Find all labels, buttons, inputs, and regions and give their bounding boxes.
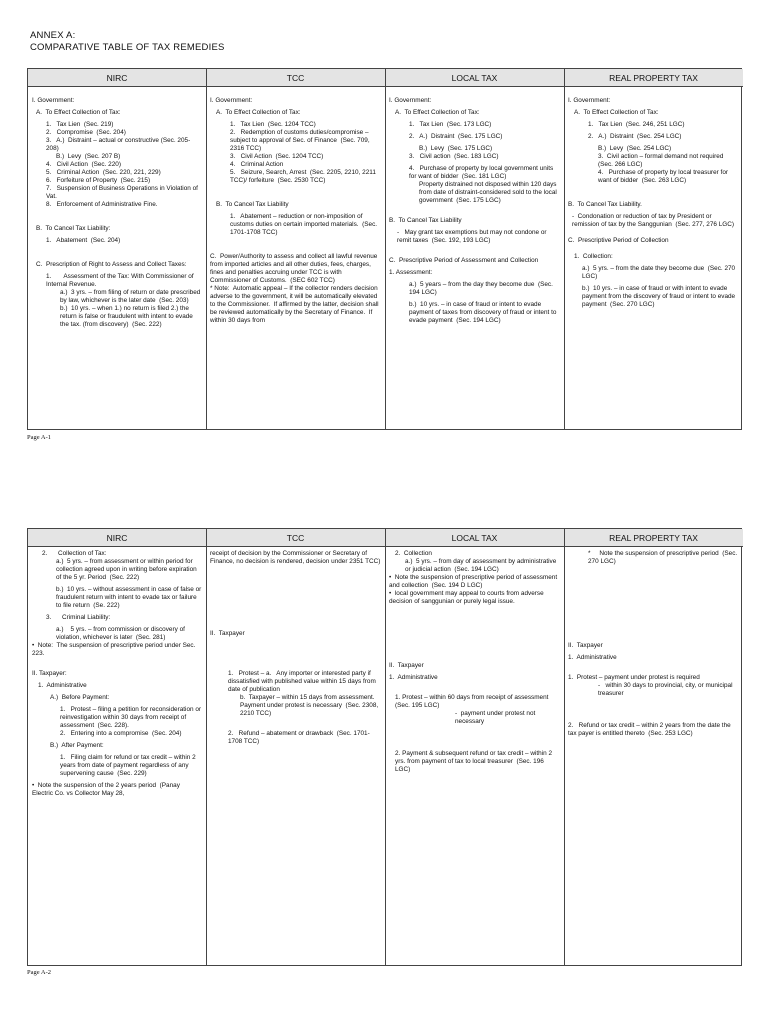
cell-text-line: 1. Tax Lien (Sec. 1204 TCC) [230,121,316,128]
column-header-nirc: NIRC [28,69,206,87]
cell-text-line: 1. Administrative [568,654,617,661]
cell-text-line: B.) Levy (Sec. 175 LGC) [419,145,493,152]
cell-nirc-page-1 [32,97,202,427]
cell-text-line: 2. A.) Distraint (Sec. 254 LGC) [588,133,682,140]
cell-local-tax-page-1 [389,97,560,427]
column-divider [385,529,386,965]
cell-text-line: B.) After Payment: [50,742,104,749]
cell-text-line: II. Taxpayer [568,642,603,649]
cell-text-line: II. Taxpayer: [32,670,67,677]
document-title: COMPARATIVE TABLE OF TAX REMEDIES [30,42,225,53]
cell-text-line: 2. Redemption of customs duties/compromise – subject to approval of Sec. of Finance (Sec. 709, 2316 TCC) [230,129,372,152]
cell-text-line: II. Taxpayer [210,630,245,637]
cell-text-line: 1. Filing claim for refund or tax credit – within 2 years from date of payment regardless of any supervening cause (Sec. 229) [60,754,198,777]
cell-text-line: 1. Collection: [574,253,613,260]
cell-text-line: I. Government: [389,97,432,104]
column-header-tcc: TCC [206,69,385,87]
comparative-table-page-1 [27,68,742,430]
cell-text-line: 2. Entering into a compromise (Sec. 204) [60,730,182,737]
column-header-real-property-tax: REAL PROPERTY TAX [564,69,743,87]
column-header-tcc: TCC [206,529,385,547]
cell-text-line: a.) 5 years – from the day they become due (Sec. 194 LGC) [409,281,555,296]
cell-text-line: * Note: Automatic appeal – If the collector renders decision adverse to the government, it will be automatically elevated to the Commissioner. If affirmed by the latter, decision shall be reviewed automatically by the Secretary of Finance. If within 30 days from [210,285,381,324]
cell-text-line: C. Power/Authority to assess and collect all lawful revenue from imported articles and all other duties, fees, charges, fines and penalties accruing under TCC is with Commissioner of Customs. (SEC 602 TCC) [210,253,380,284]
column-header-local-tax: LOCAL TAX [385,69,564,87]
cell-text-line: 2. Refund – abatement or drawback (Sec. 1701-1708 TCC) [228,730,370,745]
cell-text-line: 3. Civil action (Sec. 183 LGC) [409,153,499,160]
cell-text-line: 7. Suspension of Business Operations in Violation of Vat. [46,185,200,200]
cell-text-line: C. Prescriptive Period of Collection [568,237,669,244]
column-divider [206,529,207,965]
cell-text-line: - Condonation or reduction of tax by President or remission of tax by the Sanggunian (Sec. 277, 276 LGC) [572,213,734,228]
column-header-local-tax: LOCAL TAX [385,529,564,547]
cell-text-line: I. Government: [32,97,75,104]
cell-text-line: 1. Protest – payment under protest is required [568,674,700,681]
column-divider [206,69,207,429]
cell-text-line: a.) 3 yrs. – from filing of return or date prescribed by law, whichever is the later date (Sec. 203) [60,289,203,304]
cell-text-line: B.) Levy (Sec. 254 LGC) [598,145,672,152]
cell-text-line: • Note the suspension of prescriptive period of assessment and collection (Sec. 194 D LGC) [389,574,559,589]
column-header-real-property-tax: REAL PROPERTY TAX [564,529,743,547]
cell-text-line: receipt of decision by the Commissioner or Secretary of Finance, no decision is rendered, decision under 2351 TCC) [210,550,381,565]
cell-text-line: • Note the suspension of the 2 years period (Panay Electric Co. vs Collector May 28, [32,782,182,797]
page-label-a1: Page A-1 [27,434,52,441]
cell-text-line: 5. Criminal Action (Sec. 220, 221, 229) [46,169,161,176]
cell-text-line: 2. Refund or tax credit – within 2 years from the date the tax payer is entitled thereto (Sec. 253 LGC) [568,722,733,737]
cell-text-line: 2. Collection of Tax: [42,550,107,557]
cell-text-line: a.) 5 yrs. – from assessment or within period for collection agreed upon in writing before expiration of the 5 yr. Period (Sec. 222) [56,558,199,581]
cell-text-line: 3. Criminal Liability: [46,614,111,621]
cell-text-line: A. To Effect Collection of Tax: [216,109,301,116]
cell-tcc-page-1 [210,97,381,427]
cell-nirc-page-2 [32,550,202,963]
cell-text-line: b.) 10 yrs. – in case of fraud or with intent to evade payment from the discovery of fraud or intent to evade payment (Sec. 270 LGC) [582,285,737,308]
cell-text-line: 1. Protest – within 60 days from receipt of assessment (Sec. 195 LGC) [395,694,553,709]
cell-text-line: I. Government: [568,97,611,104]
cell-text-line: b. Taxpayer – within 15 days from assessment. Payment under protest is necessary (Sec. 2308, 2210 TCC) [240,694,380,717]
cell-text-line: 1. Abatement (Sec. 204) [46,237,121,244]
cell-text-line: - payment under protest not necessary [455,710,538,725]
cell-text-line: 1. Tax Lien (Sec. 219) [46,121,114,128]
cell-text-line: 3. Civil Action (Sec. 1204 TCC) [230,153,324,160]
cell-text-line: 3. Civil action – formal demand not required (Sec. 266 LGC) [598,153,727,168]
cell-local-tax-page-2 [389,550,560,963]
cell-text-line: 4. Purchase of property by local treasurer for want of bidder (Sec. 263 LGC) [598,169,730,184]
cell-text-line: A. To Effect Collection of Tax: [36,109,121,116]
cell-text-line: a.) 5 yrs. – from the date they become due (Sec. 270 LGC) [582,265,737,280]
column-divider [564,529,565,965]
page-label-a2: Page A-2 [27,969,52,976]
cell-text-line: B. To Cancel Tax Liability [389,217,462,224]
cell-text-line: Property distrained not disposed within 120 days from date of distraint-considered sold to the local government (Sec. 175 LGC) [419,181,559,204]
cell-text-line: B.) Levy (Sec. 207 B) [56,153,121,160]
cell-text-line: 1. Tax Lien (Sec. 246, 251 LGC) [588,121,685,128]
cell-text-line: 1. Administrative [389,674,438,681]
column-divider [564,69,565,429]
column-divider [385,69,386,429]
cell-text-line: 1. Tax Lien (Sec. 173 LGC) [409,121,492,128]
cell-text-line: 1. Assessment of the Tax: With Commissioner of Internal Revenue. [46,273,196,288]
cell-text-line: I. Government: [210,97,253,104]
cell-text-line: 1. Protest – filing a petition for reconsideration or reinvestigation within 30 days from receipt of assessment (Sec. 228). [60,706,203,729]
cell-text-line: - May grant tax exemptions but may not condone or remit taxes (Sec. 192, 193 LGC) [397,229,549,244]
cell-text-line: 2. A.) Distraint (Sec. 175 LGC) [409,133,503,140]
cell-text-line: 2. Collection [395,550,432,557]
cell-text-line: C. Prescription of Right to Assess and Collect Taxes: [36,261,187,268]
cell-text-line: a.) 5 yrs. – from day of assessment by administrative or judicial action (Sec. 194 LGC) [405,558,559,573]
comparative-table-page-2 [27,528,742,966]
cell-tcc-page-2 [210,550,381,963]
cell-text-line: 3. A.) Distraint – actual or constructive (Sec. 205-208) [46,137,191,152]
cell-text-line: 5. Seizure, Search, Arrest (Sec. 2205, 2210, 2211 TCC)/ forfeiture (Sec. 2530 TCC) [230,169,378,184]
cell-real-property-tax-page-1 [568,97,739,427]
cell-text-line: 1. Protest – a. Any importer or interested party if dissatisfied with published value within 15 days from date of publication [228,670,378,693]
cell-text-line: A. To Effect Collection of Tax: [574,109,659,116]
cell-text-line: A.) Before Payment: [50,694,110,701]
cell-text-line: • local government may appeal to courts from adverse decision of sanggunian or purely legal issue. [389,590,546,605]
cell-text-line: A. To Effect Collection of Tax: [395,109,480,116]
cell-text-line: B. To Cancel Tax Liability [216,201,289,208]
cell-text-line: * Note the suspension of prescriptive period (Sec. 270 LGC) [588,550,739,565]
cell-text-line: B. To Cancel Tax Liability. [568,201,642,208]
cell-text-line: 2. Compromise (Sec. 204) [46,129,126,136]
cell-text-line: 6. Forfeiture of Property (Sec. 215) [46,177,151,184]
cell-text-line: b.) 10 yrs. – in case of fraud or intent to evade payment of taxes from discovery of fraud or intent to evade payment (Sec. 194 LGC) [409,301,559,324]
cell-text-line: a.) 5 yrs. – from commission or discovery of violation, whichever is later (Sec. 281) [56,626,187,641]
cell-text-line: C. Prescriptive Period of Assessment and Collection [389,257,539,264]
cell-text-line: b.) 10 yrs. – without assessment in case of false or fraudulent return with intent to evade tax or failure to file return (Se. 222) [56,586,204,609]
cell-text-line: 8. Enforcement of Administrative Fine. [46,201,158,208]
cell-real-property-tax-page-2 [568,550,739,963]
cell-text-line: • Note: The suspension of prescriptive period under Sec. 223. [32,642,198,657]
column-header-nirc: NIRC [28,529,206,547]
cell-text-line: 4. Purchase of property by local government units for want of bidder (Sec. 181 LGC) [409,165,556,180]
cell-text-line: 4. Criminal Action [230,161,284,168]
cell-text-line: - within 30 days to provincial, city, or municipal treasurer [598,682,735,697]
annex-label: ANNEX A: [30,30,76,41]
cell-text-line: 1. Assessment: [389,269,433,276]
cell-text-line: b.) 10 yrs. – when 1.) no return is filed 2.) the return is false or fraudulent with intent to evade the tax. (from discovery) (Sec. 222) [60,305,195,328]
cell-text-line: 4. Civil Action (Sec. 220) [46,161,121,168]
cell-text-line: II. Taxpayer [389,662,424,669]
cell-text-line: 2. Payment & subsequent refund or tax credit – within 2 yrs. from payment of tax to local treasurer (Sec. 196 LGC) [395,750,554,773]
cell-text-line: 1. Abatement – reduction or non-imposition of customs duties on certain imported materials. (Sec. 1701-1708 TCC) [230,213,379,236]
cell-text-line: 1. Administrative [38,682,87,689]
cell-text-line: B. To Cancel Tax Liability: [36,225,111,232]
